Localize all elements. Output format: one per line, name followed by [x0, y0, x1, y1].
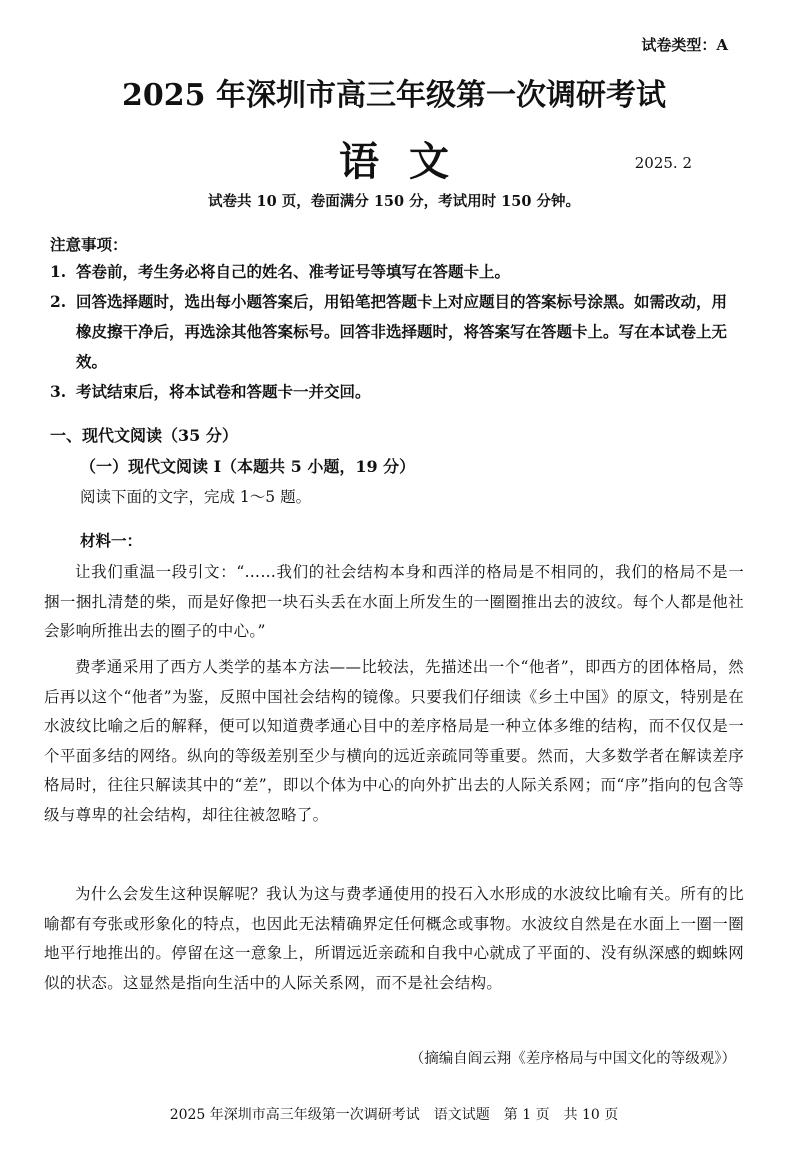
- subject-title: 语文: [339, 138, 479, 185]
- note-text: 考试结束后，将本试卷和答题卡一并交回。: [76, 382, 371, 401]
- note-number: 2.: [50, 292, 67, 311]
- note-item: [50, 377, 740, 407]
- source-citation: （摘编自阎云翔《差序格局与中国文化的等级观》）: [409, 1051, 736, 1067]
- exam-date: 2025. 2: [634, 154, 692, 172]
- passage-paragraph: 费孝通采用了西方人类学的基本方法——比较法，先描述出一个“他者”，即西方的团体格局，然后再以这个“他者”为鉴，反照中国社会结构的镜像。只要我们仔细读《乡土中国》的原文，特别是在水波纹比喻之后的解释，便可以知道费孝通心目中的差序格局是一种立体多维的结构，而不仅仅是一个平面多结的网络。纵向的等级差别至少与横向的远近亲疏同等重要。然而，大多数学者在解读差序格局时，往往只解读其中的“差”，即以个体为中心的向外扩出去的人际关系网；而“序”指向的包含等级与尊卑的社会结构，却往往被忽略了。: [44, 658, 744, 824]
- note-number: 3.: [50, 382, 67, 401]
- paper-type-label: 试卷类型：A: [641, 36, 728, 54]
- page-footer: 2025 年深圳市高三年级第一次调研考试 语文试题 第 1 页 共 10 页: [169, 1107, 619, 1123]
- note-text: 回答选择题时，选出每小题答案后，用铅笔把答题卡上对应题目的答案标号涂黑。如需改动，用橡皮擦干净后，再选涂其他答案标号。回答非选择题时，将答案写在答题卡上。写在本试卷上无效。: [76, 292, 728, 371]
- note-text: 答卷前，考生务必将自己的姓名、准考证号等填写在答题卡上。: [76, 262, 511, 281]
- note-item: [50, 257, 740, 287]
- subsection-title: （一）现代文阅读 I（本题共 5 小题，19 分）: [80, 457, 416, 476]
- notes-heading: 注意事项：: [50, 235, 128, 254]
- section-title: 一、现代文阅读（35 分）: [50, 426, 238, 445]
- exam-info: 试卷共 10 页，卷面满分 150 分，考试用时 150 分钟。: [208, 193, 580, 210]
- passage-paragraph: 让我们重温一段引文：“……我们的社会结构本身和西洋的格局是不相同的，我们的格局不是一捆一捆扎清楚的柴，而是好像把一块石头丢在水面上所发生的一圈圈推出去的波纹。每个人都是他社会影响所推出去的圈子的中心。”: [44, 563, 744, 640]
- material-label: 材料一：: [80, 531, 143, 550]
- exam-title: 2025 年深圳市高三年级第一次调研考试: [122, 78, 666, 113]
- note-item: [50, 287, 740, 377]
- passage-paragraph: 为什么会发生这种误解呢？我认为这与费孝通使用的投石入水形成的水波纹比喻有关。所有的比喻都有夸张或形象化的特点，也因此无法精确界定任何概念或事物。水波纹自然是在水面上一圈一圈地平行地推出的。停留在这一意象上，所谓远近亲疏和自我中心就成了平面的、没有纵深感的蜘蛛网似的状态。这显然是指向生活中的人际关系网，而不是社会结构。: [44, 885, 744, 992]
- reading-instruction: 阅读下面的文字，完成 1～5 题。: [80, 488, 312, 506]
- note-number: 1.: [50, 262, 67, 281]
